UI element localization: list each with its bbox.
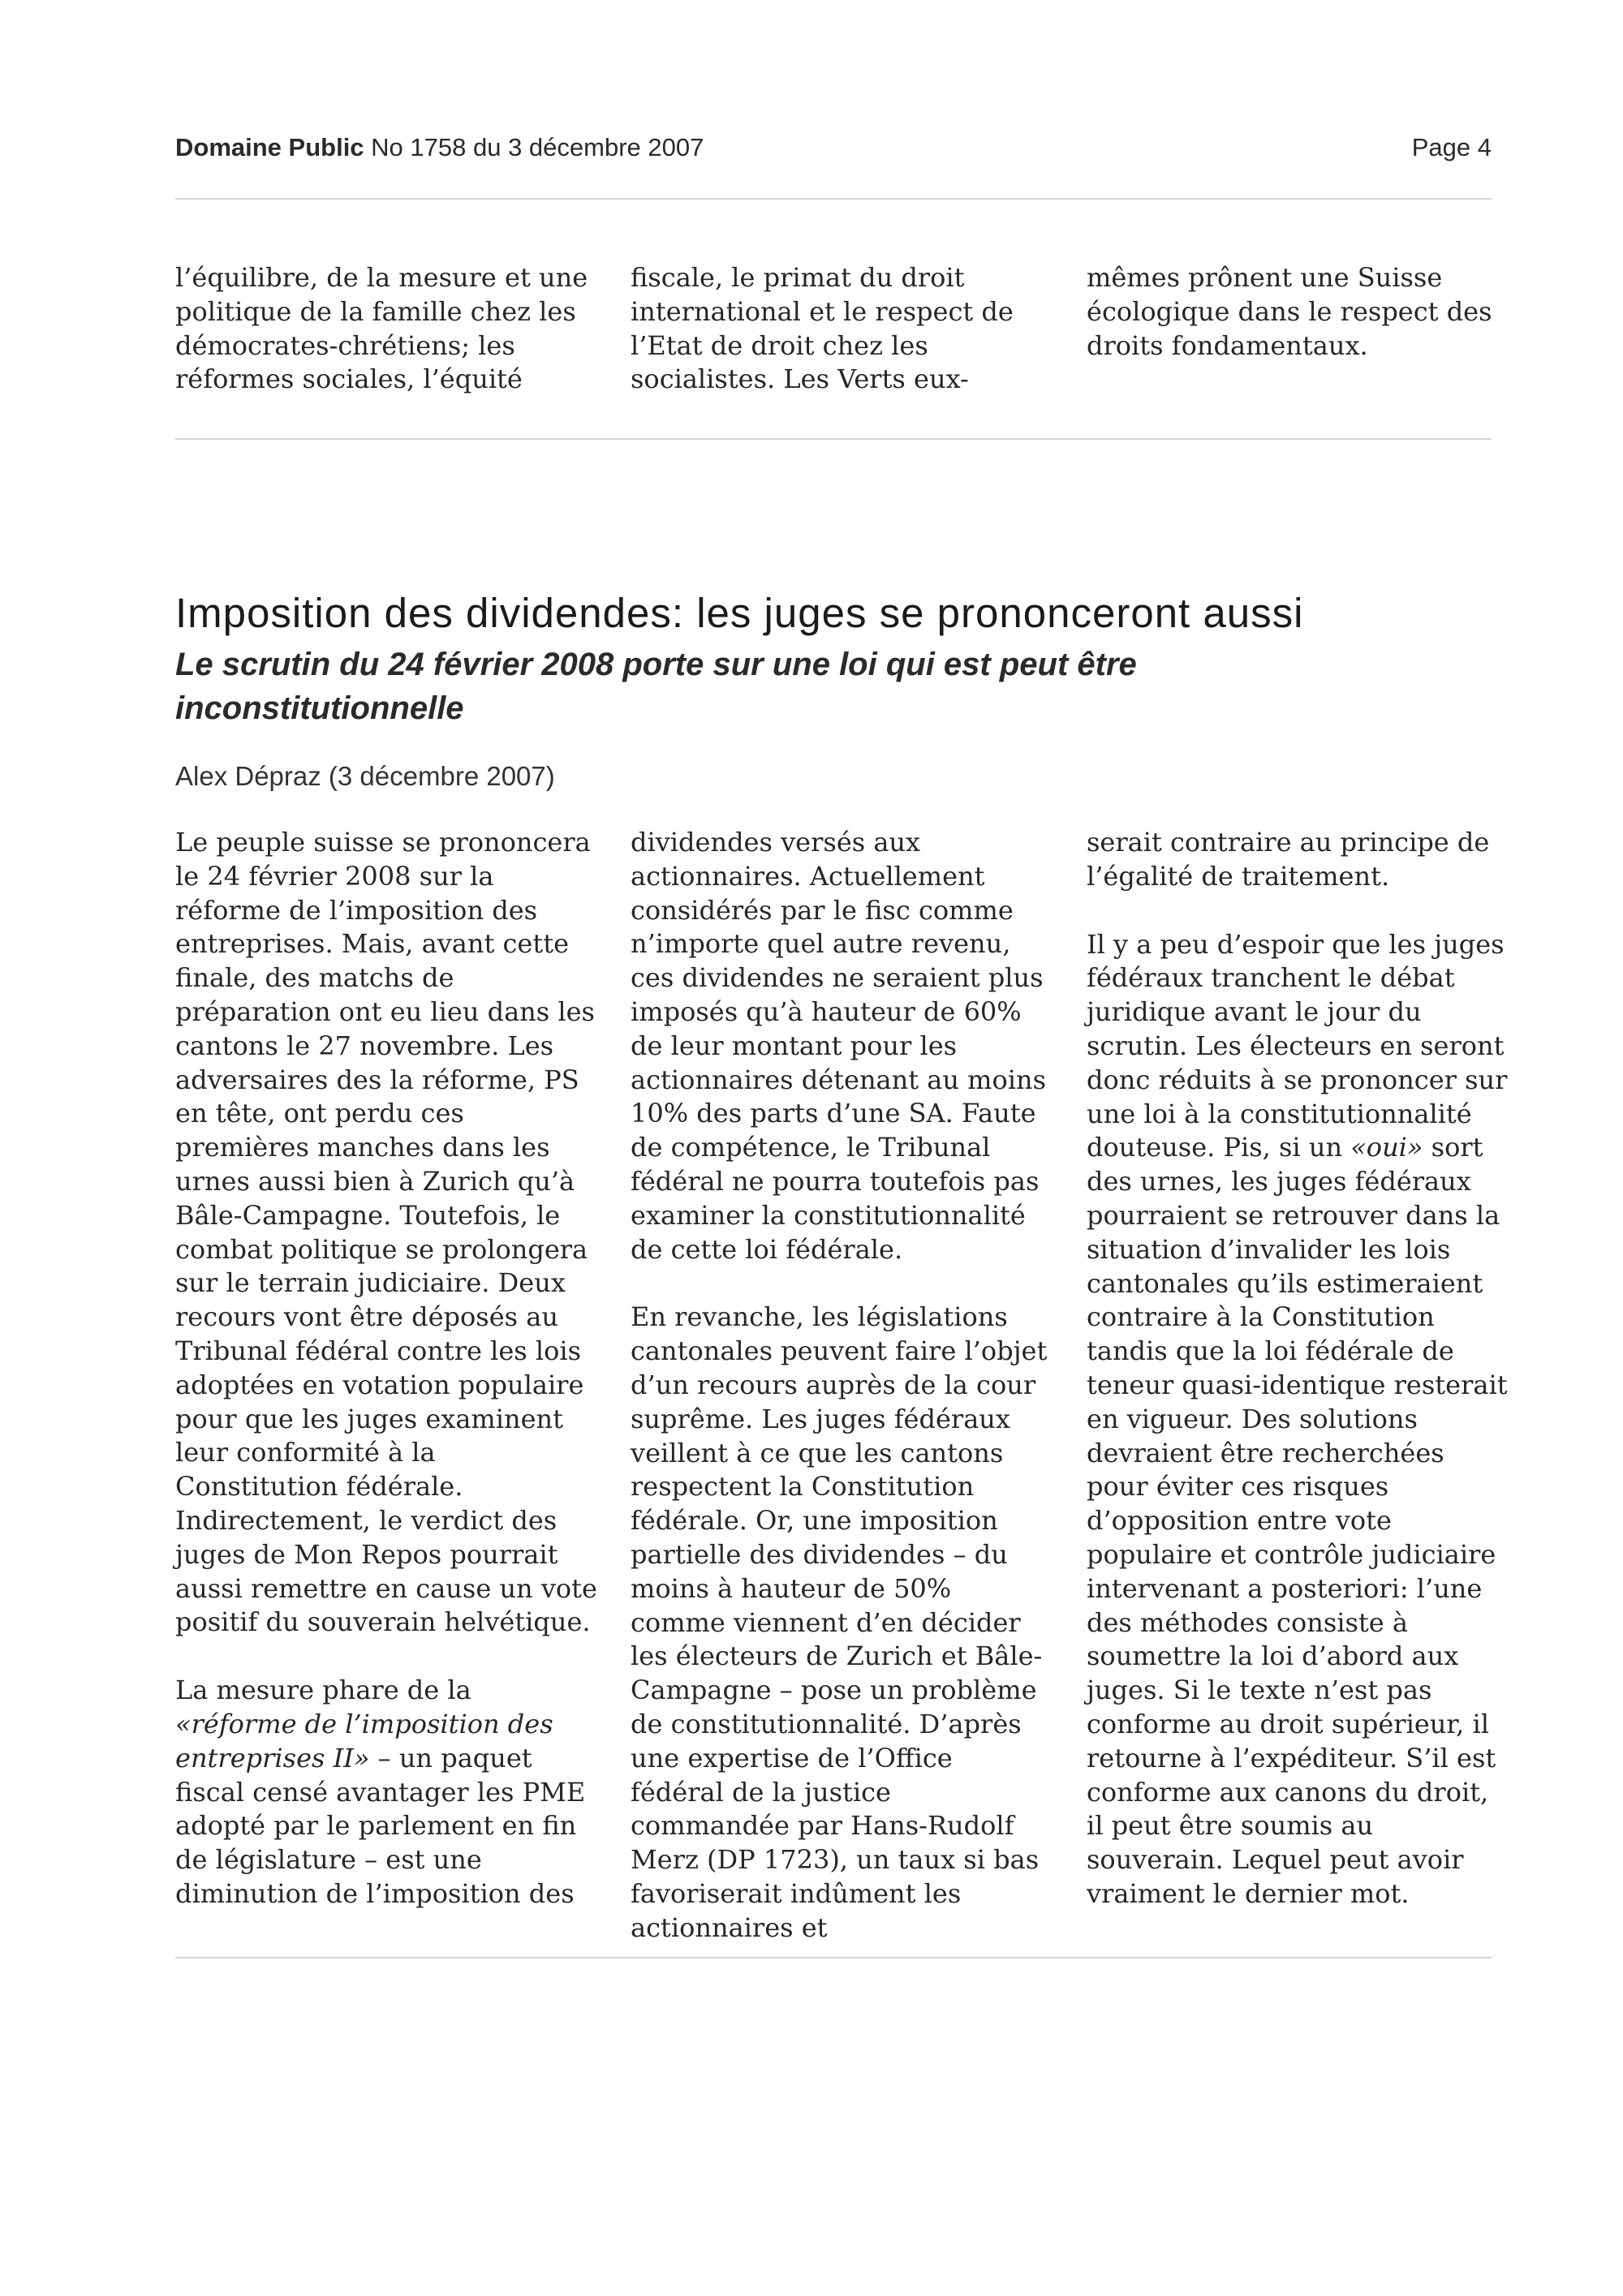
paragraph: l’équilibre, de la mesure et une politique de la famille chez les démocrates-chrétiens; les réformes sociales, l’équité xyxy=(175,262,588,395)
article-title: Imposition des dividendes: les juges se prononceront aussi xyxy=(175,590,1304,636)
publication-name: Domaine Public xyxy=(175,133,364,161)
paragraph xyxy=(175,1674,597,1911)
footer-divider xyxy=(175,1957,1492,1958)
previous-article-column-2 xyxy=(631,261,1053,397)
paragraph: En revanche, les législations cantonales peuvent faire l’objet d’un recours auprès de la cour suprême. Les juges fédéraux veillent à ce que les cantons respectent la Constitution fédérale. Or, une imposition partielle des dividendes – du moins à hauteur de 50% comme viennent d’en décider les électeurs de Zurich et Bâle-Campagne – pose un problème de constitutionnalité. D’après une expertise de l’Office fédéral de la justice commandée par Hans-Rudolf Merz (DP 1723), un taux si bas favoriserait indûment les actionnaires et xyxy=(631,1301,1048,1943)
page-header xyxy=(175,133,1492,169)
page-number: Page 4 xyxy=(1411,133,1492,161)
quoted-word: «oui» xyxy=(1350,1132,1423,1163)
issue-info: No 1758 du 3 décembre 2007 xyxy=(371,133,704,161)
paragraph-text: sort des urnes, les juges fédéraux pourraient se retrouver dans la situation d’invalider les lois cantonales qu’ils estimeraient contraire à la Constitution tandis que la loi fédérale de teneur quasi-identique resterait en vigueur. Des solutions devraient être recherchées pour éviter ces risques d’opposition entre vote populaire et contrôle judiciaire intervenant a posteriori: l’une des méthodes consiste à soumettre la loi d’abord aux juges. Si le texte n’est pas conforme au droit supérieur, il retourne à l’expéditeur. S’il est conforme aux canons du droit, il peut être soumis au souverain. Lequel peut avoir vraiment le dernier mot. xyxy=(1087,1132,1508,1909)
paragraph-text: Il y a peu d’espoir que les juges fédéraux tranchent le débat juridique avant le jour du scrutin. Les électeurs en seront donc réduits à se prononcer sur une loi à la constitutionnalité douteuse. Pis, si un xyxy=(1087,928,1508,1163)
article-byline: Alex Dépraz (3 décembre 2007) xyxy=(175,761,555,791)
article-column-1 xyxy=(175,826,597,1911)
quoted-title: «réforme de l’imposition des entreprises II» xyxy=(175,1708,553,1774)
article-divider xyxy=(175,438,1492,440)
article-column-2 xyxy=(631,826,1053,1946)
paragraph: dividendes versés aux actionnaires. Actuellement considérés par le fisc comme n’importe quel autre revenu, ces dividendes ne seraient plus imposés qu’à hauteur de 60% de leur montant pour les actionnaires détenant au moins 10% des parts d’une SA. Faute de compétence, le Tribunal fédéral ne pourra toutefois pas examiner la constitutionnalité de cette loi fédérale. xyxy=(631,827,1046,1265)
paragraph-text: – un paquet fiscal censé avantager les PME adopté par le parlement en fin de législature – est une diminution de l’imposition des xyxy=(175,1742,586,1909)
paragraph: fiscale, le primat du droit international et le respect de l’Etat de droit chez les socialistes. Les Verts eux- xyxy=(631,262,1014,395)
previous-article-column-1 xyxy=(175,261,597,397)
paragraph: mêmes prônent une Suisse écologique dans le respect des droits fondamentaux. xyxy=(1087,262,1492,361)
header-divider xyxy=(175,198,1492,200)
paragraph-text: La mesure phare de la xyxy=(175,1675,471,1706)
article-column-3 xyxy=(1087,826,1509,1911)
paragraph xyxy=(1087,928,1509,1911)
article-subtitle: Le scrutin du 24 février 2008 porte sur une loi qui est peut être inconstitutionnelle xyxy=(175,647,1137,726)
previous-article-column-3 xyxy=(1087,261,1509,363)
paragraph: serait contraire au principe de l’égalité de traitement. xyxy=(1087,827,1490,892)
paragraph: Le peuple suisse se prononcera le 24 février 2008 sur la réforme de l’imposition des entreprises. Mais, avant cette finale, des matchs de préparation ont eu lieu dans les cantons le 27 novembre. Les adversaires des la réforme, PS en tête, ont perdu ces premières manches dans les urnes aussi bien à Zurich qu’à Bâle-Campagne. Toutefois, le combat politique se prolongera sur le terrain judiciaire. Deux recours vont être déposés au Tribunal fédéral contre les lois adoptées en votation populaire pour que les juges examinent leur conformité à la Constitution fédérale. Indirectement, le verdict des juges de Mon Repos pourrait aussi remettre en cause un vote positif du souverain helvétique. xyxy=(175,827,597,1638)
